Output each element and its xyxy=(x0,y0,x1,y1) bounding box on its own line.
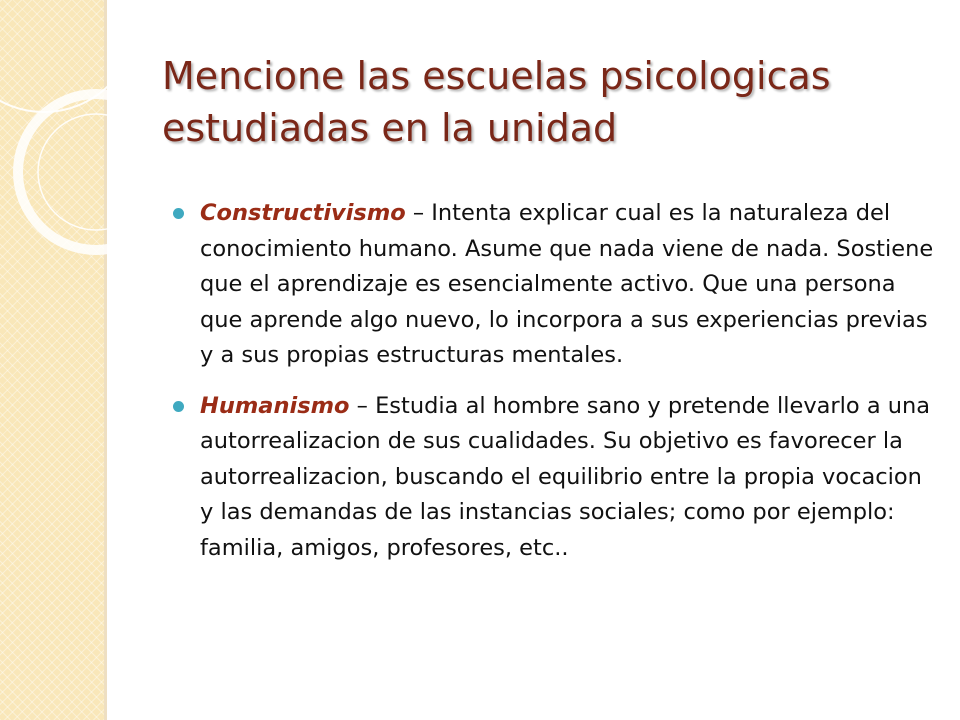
definition-humanismo: – Estudia al hombre sano y pretende llevarlo a una autorrealizacion de sus cualidades. Su objetivo es favorecer la autorrealizacion, buscando el equilibrio entre la propia vocacion y las demandas de las instancias sociales; como por ejemplo: familia, amigos, profesores, etc.. xyxy=(200,392,931,561)
slide-title: Mencione las escuelas psicologicas estudiadas en la unidad xyxy=(162,54,831,150)
bullet-dot-icon xyxy=(173,208,184,219)
bullet-humanismo xyxy=(164,389,934,567)
definition-constructivismo: – Intenta explicar cual es la naturaleza del conocimiento humano. Asume que nada viene de nada. Sostiene que el aprendizaje es esencialmente activo. Que una persona que aprende algo nuevo, lo incorpora a sus experiencias previas y a sus propias estructuras mentales. xyxy=(200,200,934,368)
bullet-list xyxy=(164,196,934,581)
bullet-dot-icon xyxy=(173,401,184,412)
term-constructivismo: Constructivismo xyxy=(200,200,406,226)
bullet-constructivismo xyxy=(164,196,934,374)
decorative-ring-inner xyxy=(38,114,154,230)
decorative-ring-outer xyxy=(18,94,174,250)
term-humanismo: Humanismo xyxy=(200,392,350,419)
